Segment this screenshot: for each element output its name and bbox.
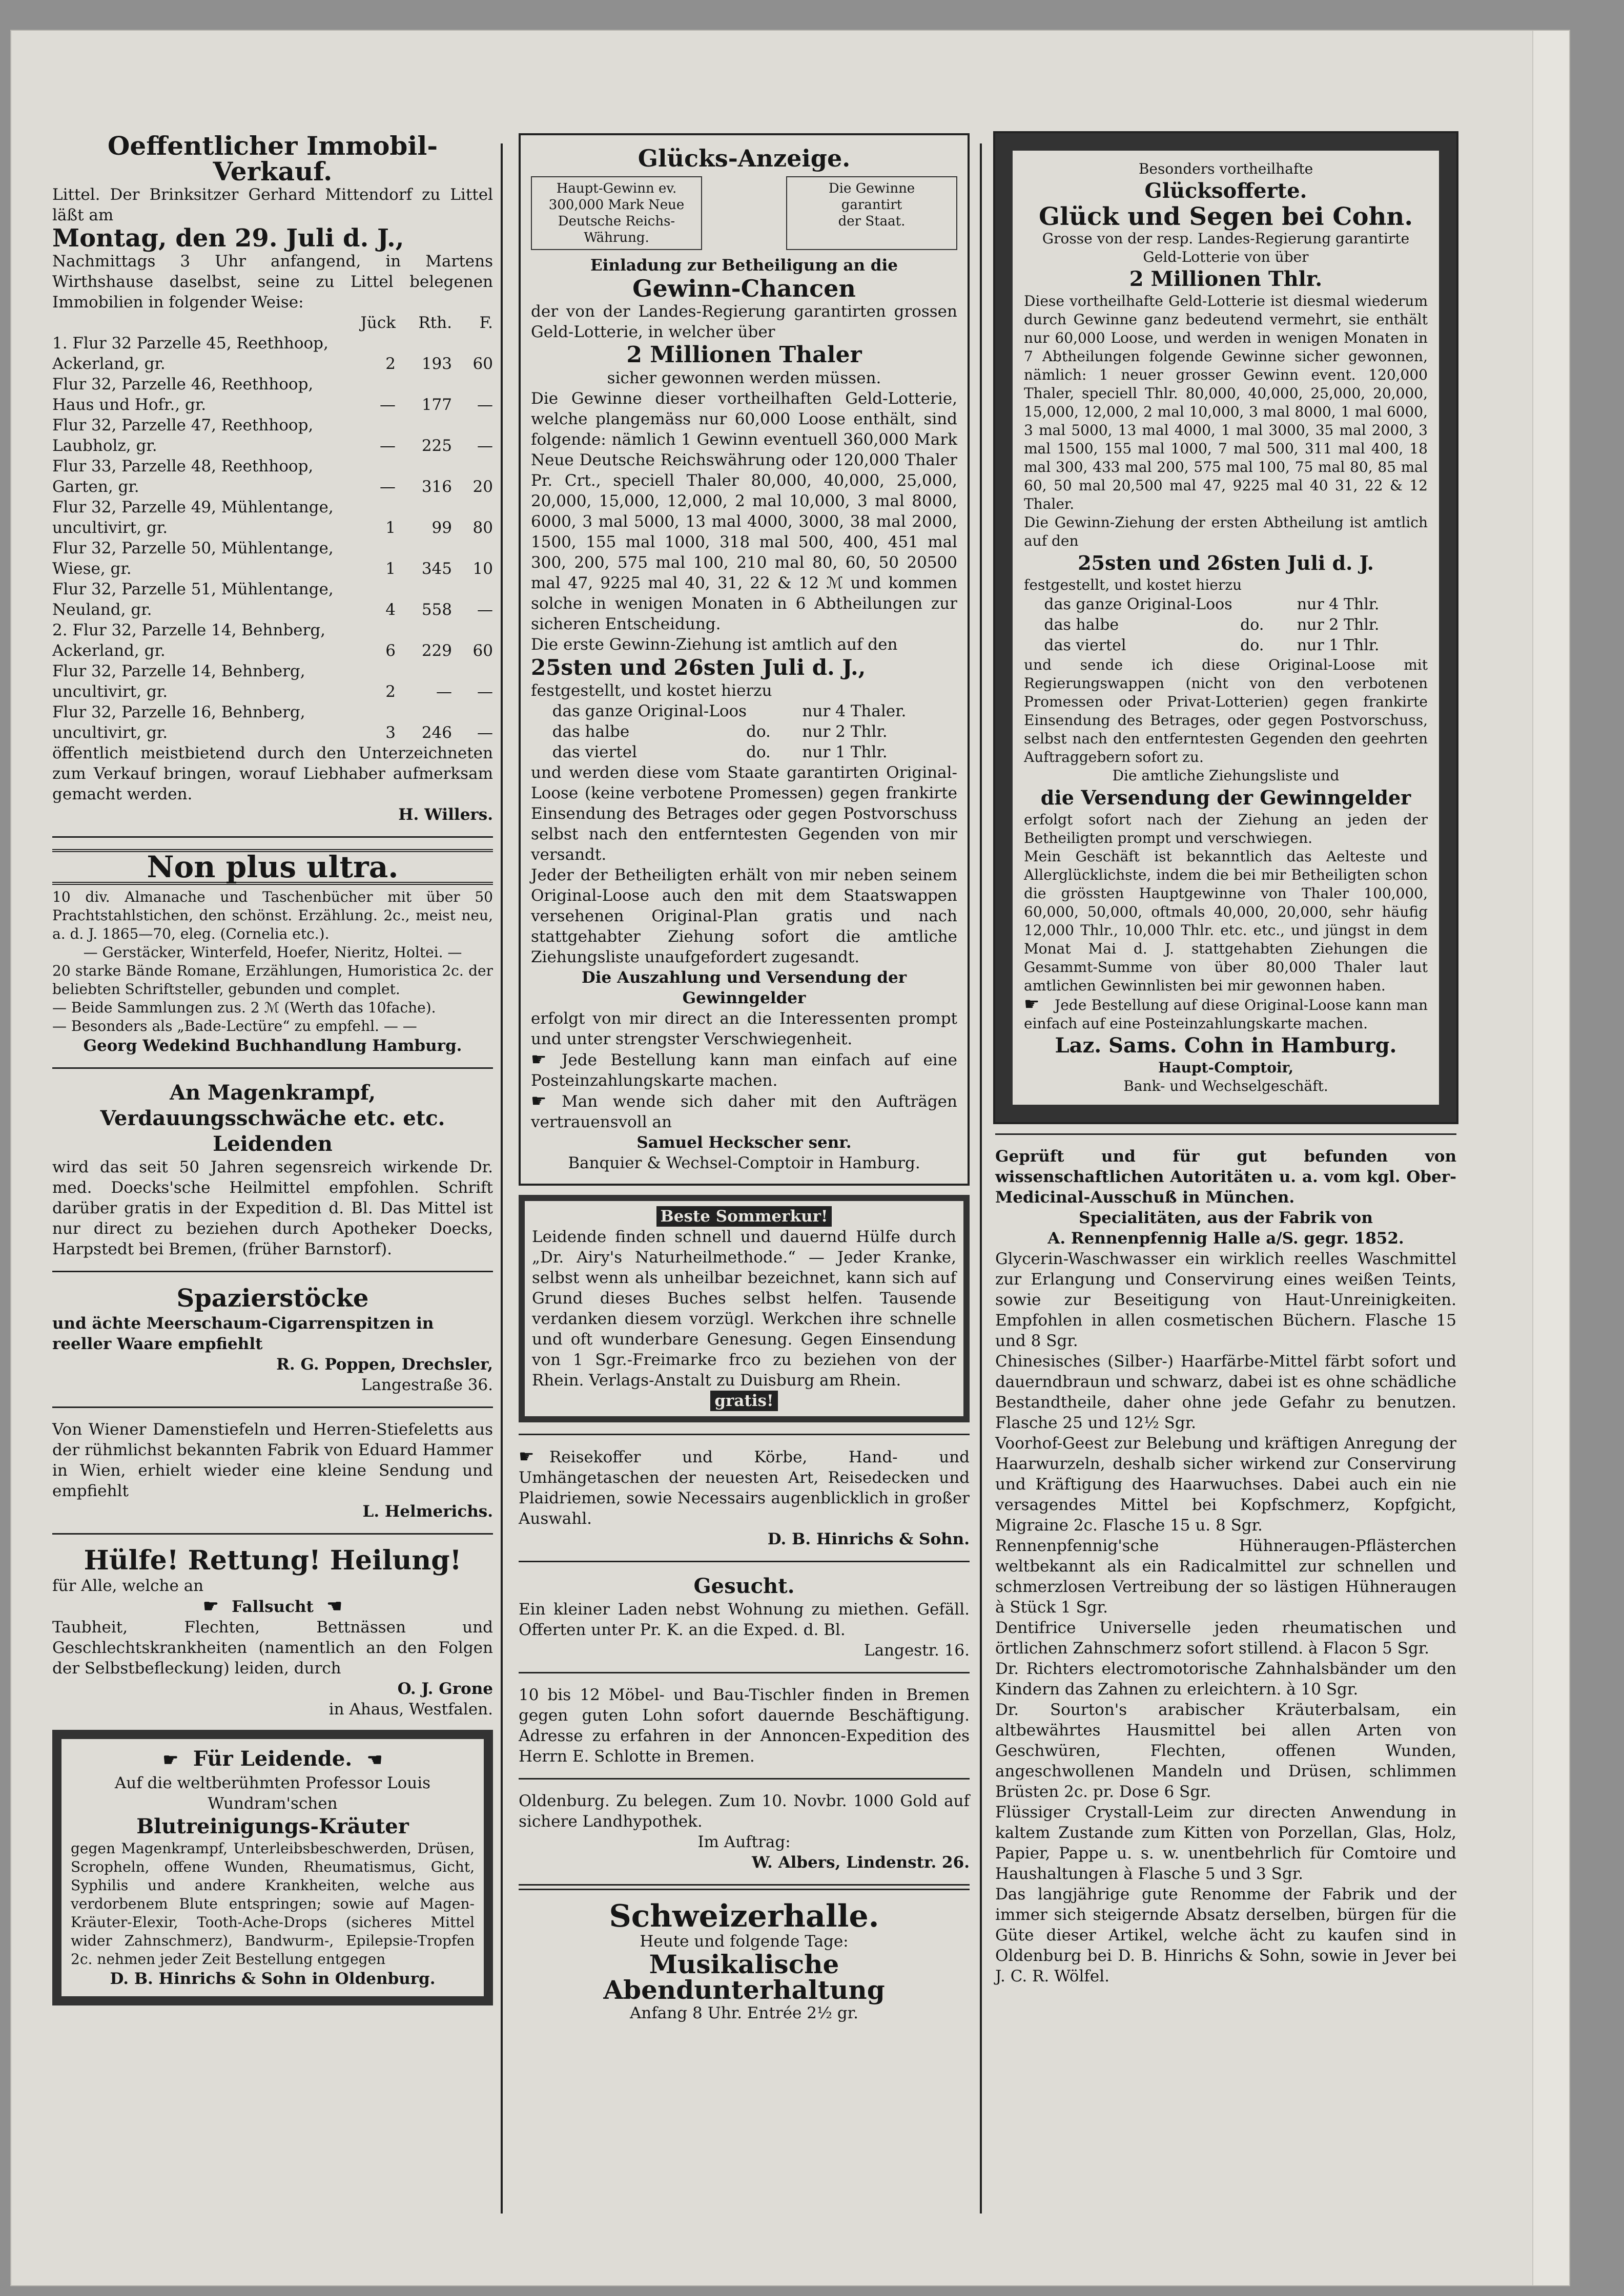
ad-foot (532, 1391, 956, 1411)
table-row (552, 742, 936, 762)
ad-text (1024, 995, 1428, 1033)
ad-wiener-stiefel (52, 1419, 493, 1522)
table-row (52, 661, 493, 702)
ad-text: Nachmittags 3 Uhr anfangend, in Martens Wirthshause daselbst, seine zu Littel belegenen Immobilien in folgender Weise: (52, 252, 493, 312)
ad-text: und ächte Meerschaum-Cigarrenspitzen in reeller Waare empfiehlt (52, 1314, 434, 1353)
ad-text: Die Auszahlung und Versendung der Gewinngelder (581, 968, 907, 1007)
cell: 558 (421, 601, 452, 619)
cell: Flur 32, Parzelle 50, Mühlentange, Wiese, gr. (52, 539, 334, 578)
table-row (52, 538, 493, 579)
ad-text: Die amtliche Ziehungsliste und (1112, 767, 1340, 784)
cell: nur 2 Thlr. (802, 722, 888, 741)
ad-highlight: Gewinn-Chancen (632, 275, 856, 302)
ad-reisekoffer (519, 1446, 970, 1549)
cell: das ganze Original-Loos (1044, 595, 1232, 613)
ad-text: — Gerstäcker, Winterfeld, Hoefer, Nieritz, Holtei. — (83, 944, 462, 961)
ad-text: gegen Magenkrampf, Unterleibsbeschwerden, Drüsen, Scropheln, offene Wunden, Rheumatismus, Gicht, Syphilis und andere Krankheiten, welche aus verdorbenem Blute entspringen; sowie auf Magen-Kräuter-Elexir, Tooth-Ache-Drops (sicheres Mittel wider Zahnschmerz), Bandwurm-, Epilepsie-Tropfen 2c. nehmen jeder Zeit Bestellung entgegen (71, 1840, 475, 1968)
divider (519, 1672, 970, 1673)
divider (52, 1533, 493, 1535)
ad-address: Langestr. 16. (864, 1641, 970, 1660)
cell: 246 (421, 723, 452, 742)
table-row (552, 721, 936, 742)
ad-highlight: 2 Millionen Thaler (626, 342, 862, 368)
ad-text: Das langjährige gute Renomme der Fabrik und der immer sich steigernde Absatz derselben, bürgen für die Güte dieser Artikel, welche ächt zu kaufen sind in Oldenburg bei D. B. Hinrichs & Sohn, sowie in Jever bei J. C. R. Wölfel. (995, 1885, 1456, 1985)
col-header: Rth. (418, 314, 452, 332)
cell: 3 (385, 723, 396, 742)
box-line: garantirt (841, 197, 902, 213)
ad-text: Specialitäten, aus der Fabrik von (1079, 1209, 1373, 1227)
box-line: Die Gewinne (828, 181, 915, 196)
cell: nur 4 Thaler. (802, 702, 907, 720)
ad-text: Die Gewinn-Ziehung der ersten Abtheilung ist amtlich auf den (1024, 514, 1428, 549)
pointing-hand-right-icon: ☛ (203, 1596, 219, 1617)
ad-highlight: Musikalische Abendunterhaltung (603, 1949, 885, 2005)
ad-title: Hülfe! Rettung! Heilung! (84, 1545, 462, 1576)
ad-text: Dr. Richters electromotorische Zahnhalsbänder um den Kindern das Zahnen zu erleichtern. à 10 Sgr. (995, 1660, 1456, 1699)
ad-signature: D. B. Hinrichs & Sohn. (767, 1530, 970, 1548)
ad-text: Oldenburg. Zu belegen. Zum 10. Novbr. 1000 Gold auf sichere Landhypothek. (519, 1792, 970, 1831)
pointing-hand-right-icon: ☛ (162, 1750, 179, 1770)
ad-text: Chinesisches (Silber-) Haarfärbe-Mittel färbt sofort und dauerndbraun und schwarz, dabei ist es ohne schädliche Bestandtheile, daher ohne jede Gefahr zu benutzen. Flasche 25 und 12½ Sgr. (995, 1352, 1456, 1432)
ad-text: erfolgt sofort nach der Ziehung an jeden der Betheiligten prompt und verschwiegen. (1024, 811, 1428, 846)
divider (519, 1434, 970, 1435)
ad-signature: Laz. Sams. Cohn in Hamburg. (1055, 1033, 1397, 1058)
divider (52, 1271, 493, 1272)
ad-text: A. Rennenpfennig Halle a/S. gegr. 1852. (1047, 1229, 1404, 1248)
cell: Flur 32, Parzelle 14, Behnberg, uncultivirt, gr. (52, 662, 305, 701)
ad-signature: H. Willers. (398, 805, 493, 824)
ad-signature-sub: Haupt-Comptoir, (1158, 1059, 1293, 1076)
ad-non-plus-ultra (52, 849, 493, 1056)
ad-spazierstoecke (52, 1284, 493, 1395)
cell: — (380, 396, 396, 414)
cell: — (436, 682, 452, 701)
ad-text: Taubheit, Flechten, Bettnässen und Geschlechtskrankheiten (namentlich an den Folgen der Selbstbefleckung) leiden, durch (52, 1618, 493, 1678)
ad-text: Anfang 8 Uhr. Entrée 2½ gr. (630, 2004, 858, 2022)
cell: 2. Flur 32, Parzelle 14, Behnberg, Ackerland, gr. (52, 621, 326, 660)
cell: nur 1 Thlr. (1297, 636, 1380, 654)
ad-text: Diese vortheilhafte Geld-Lotterie ist diesmal wiederum durch Gewinne ganz bedeutend vermehrt, sie enthält nur 60,000 Loose, und werden in wenigen Monaten in 7 Abtheilungen folgende Gewinne sicher gewonnen, nämlich: 1 neuer grosser Gewinn event. 120,000 Thaler, speciell Thlr. 80,000, 40,000, 25,000, 20,000, 15,000, 12,000, 2 mal 10,000, 3 mal 8000, 1 mal 6000, 3 mal 5000, 13 mal 4000, 1 mal 3000, 35 mal 2000, 3 mal 1500, 155 mal 1000, 7 mal 500, 311 mal 400, 18 mal 300, 433 mal 200, 575 mal 100, 75 mal 80, 85 mal 60, 50 mal 20,500 mal 47, 9225 mal 40 31, 22 & 12 Thaler. (1024, 293, 1428, 512)
cell: 316 (421, 478, 452, 496)
cell: 80 (472, 519, 493, 537)
table-row (52, 620, 493, 661)
ad-title-text: Für Leidende. (193, 1747, 353, 1771)
cell: do. (746, 743, 771, 761)
ad-foot-text: gratis! (710, 1391, 777, 1411)
ad-text: der von der Landes-Regierung garantirten grossen Geld-Lotterie, in welcher über (531, 302, 957, 341)
ad-date: Montag, den 29. Juli d. J., (52, 224, 404, 253)
cell: do. (746, 722, 771, 741)
cell: — (477, 396, 493, 414)
ad-text: öffentlich meistbietend durch den Unterzeichneten zum Verkauf bringen, worauf Liebhaber aufmerksam gemacht werden. (52, 744, 493, 803)
ad-title: Glücks-Anzeige. (638, 144, 851, 172)
cell: Flur 32, Parzelle 51, Mühlentange, Neuland, gr. (52, 580, 334, 619)
cell: das viertel (1044, 636, 1126, 654)
ad-title: Spazierstöcke (176, 1284, 369, 1313)
ad-text: Voorhof-Geest zur Belebung und kräftigen Anregung der Haarwurzeln, deshalb sicher wirkend zur Conservirung und Kräftigung des Haarwuchses. Dabei auch ein nie versagendes Mittel bei Kopfschmerz, Kopfgicht, Migraine 2c. Flasche 15 u. 8 Sgr. (995, 1434, 1456, 1535)
price-table (552, 701, 936, 762)
ad-title: Gesucht. (693, 1574, 795, 1598)
cell: Flur 32, Parzelle 16, Behnberg, uncultivirt, gr. (52, 703, 305, 742)
cell: 60 (472, 642, 493, 660)
cell: do. (1240, 616, 1264, 634)
ad-highlight: Blutreinigungs-Kräuter (136, 1814, 409, 1838)
cell: das ganze Original-Loos (552, 702, 747, 720)
ad-title (71, 1746, 475, 1773)
ad-text (52, 1596, 493, 1617)
cell: 6 (385, 642, 396, 660)
divider (995, 1133, 1456, 1135)
ad-text-inline: Man wende sich daher mit den Aufträgen vertrauensvoll an (531, 1092, 957, 1131)
cell: 4 (385, 601, 396, 619)
table-row (52, 374, 493, 415)
ad-text: Dr. Sourton's arabischer Kräuterbalsam, ein altbewährtes Hausmittel bei allen Arten von Geschwüren, Flechten, offenen Wunden, angeschwollenen Mandeln und Drüsen, schlimmen Brüsten 2c. pr. Dose 6 Sgr. (995, 1701, 1456, 1801)
cell: das halbe (1044, 616, 1119, 634)
cell: 2 (385, 682, 396, 701)
ad-text: Geprüft und für gut befunden von wissenschaftlichen Autoritäten u. a. vom kgl. Ober-Medicinal-Ausschuß in München. (995, 1147, 1456, 1207)
ad-signature: R. G. Poppen, Drechsler, (276, 1355, 493, 1374)
table-header (52, 313, 493, 333)
ad-text: Die Gewinne dieser vortheilhaften Geld-Lotterie, welche plangemäss nur 60,000 Loose enthält, sind folgende: nämlich 1 Gewinn eventuell 360,000 Mark Neue Deutsche Reichswährung oder 120,000 Thaler Pr. Crt., speciell Thaler 80,000, 40,000, 25,000, 20,000, 15,000, 12,000, 2 mal 10,000, 3 mal 8000, 6000, 3 mal 5000, 13 mal 4000, 3000, 38 mal 2000, 1500, 155 mal 1000, 318 mal 500, 400, 451 mal 300, 200, 575 mal 100, 210 mal 80, 60, 50 20500 mal 47, 9225 mal 40, 31, 22 & 12 ℳ und kommen solche in wenigen Monaten in 6 Abtheilungen zur sicheren Entscheidung. (531, 389, 957, 633)
cell: 177 (421, 396, 452, 414)
ad-text: — Besonders als „Bade-Lectüre“ zu empfehl. — — (52, 1018, 417, 1035)
cell: nur 4 Thlr. (1297, 595, 1380, 613)
column-2 (519, 133, 970, 2023)
ad-highlight: 2 Millionen Thlr. (1129, 267, 1323, 291)
cell: Flur 32, Parzelle 49, Mühlentange, uncultivirt, gr. (52, 498, 334, 537)
divider (52, 836, 493, 838)
table-row (52, 456, 493, 497)
cell: 10 (472, 560, 493, 578)
ad-text: 10 div. Almanache und Taschenbücher mit über 50 Prachtstahlstichen, den schönst. Erzählung. 2c., meist neu, a. d. J. 1865—70, eleg. (Cornelia etc.). (52, 888, 493, 942)
pointing-hand-right-icon: ☛ (1024, 994, 1040, 1015)
ad-text-inline: Jede Bestellung kann man einfach auf eine Posteinzahlungskarte machen. (531, 1051, 957, 1090)
ad-text: Glycerin-Waschwasser ein wirklich reelles Waschmittel zur Erlangung und Conservirung eines weißen Teints, sowie zur Beseitigung von Haut-Unreinigkeiten. Empfohlen in allen cosmetischen Büchern. Flasche 15 und 8 Sgr. (995, 1250, 1456, 1350)
ad-text: Die erste Gewinn-Ziehung ist amtlich auf den (531, 635, 898, 654)
ad-highlight: 25sten und 26sten Juli d. J., (531, 655, 866, 680)
ad-cohn-lotterie (995, 133, 1456, 1122)
ad-sommerkur (519, 1195, 970, 1422)
ad-text: 20 starke Bände Romane, Erzählungen, Humoristica 2c. der beliebten Schriftsteller, gebunden und complet. (52, 962, 493, 998)
ad-text: für Alle, welche an (52, 1577, 204, 1595)
table-row (552, 701, 936, 721)
cell: 1 (385, 519, 396, 537)
cell: — (477, 723, 493, 742)
ad-text: Grosse von der resp. Landes-Regierung garantirte Geld-Lotterie von über (1042, 230, 1410, 265)
cell: — (380, 478, 396, 496)
ad-title: Oeffentlicher Immobil-Verkauf. (107, 131, 438, 187)
table-row (52, 333, 493, 374)
ad-text: erfolgt von mir direct an die Interessenten prompt und unter strengster Verschwiegenheit. (531, 1009, 957, 1048)
ad-address: in Ahaus, Westfalen. (328, 1700, 493, 1719)
ad-highlight: die Versendung der Gewinngelder (1040, 786, 1411, 809)
divider (519, 1778, 970, 1780)
ad-text: festgestellt, und kostet hierzu (531, 681, 772, 700)
table-row (1044, 615, 1407, 635)
ad-signature: W. Albers, Lindenstr. 26. (752, 1853, 970, 1872)
ad-header-boxes (531, 176, 957, 250)
cell: 1 (385, 560, 396, 578)
cell: 345 (421, 560, 452, 578)
ad-text: — Beide Sammlungen zus. 2 ℳ (Werth das 10fache). (52, 999, 436, 1016)
cell: nur 1 Thlr. (802, 743, 888, 761)
cell: 20 (472, 478, 493, 496)
ad-signature: D. B. Hinrichs & Sohn in Oldenburg. (110, 1970, 436, 1988)
ad-signature: O. J. Grone (397, 1680, 493, 1698)
cell: das halbe (552, 722, 630, 741)
ad-text: festgestellt, und kostet hierzu (1024, 576, 1242, 593)
ad-tischler (519, 1685, 970, 1767)
ad-text (519, 1446, 970, 1529)
cell: 2 (385, 355, 396, 373)
ad-address: Langestraße 36. (361, 1376, 493, 1394)
ad-text: Jeder der Betheiligten erhält von mir neben seinem Original-Loose auch den mit dem Staatswappen versehenen Original-Plan gratis und nach stattgehabter Ziehung sofort die amtliche Ziehungsliste unaufgefordert zugesandt. (531, 866, 957, 966)
ad-head-text: Beste Sommerkur! (656, 1206, 832, 1227)
ad-gesucht (519, 1574, 970, 1661)
ad-text: sicher gewonnen werden müssen. (607, 369, 881, 387)
cell: Flur 32, Parzelle 46, Reethhoop, Haus und Hofr., gr. (52, 375, 314, 414)
column-1 (52, 133, 493, 2005)
cell: — (380, 437, 396, 455)
ad-rennenpfennig (995, 1146, 1456, 1987)
ad-oldenburg (519, 1791, 970, 1873)
ad-text-inline: Jede Bestellung auf diese Original-Loose kann man einfach auf eine Posteinzahlungskarte machen. (1024, 997, 1428, 1032)
column-divider-2 (980, 143, 982, 2214)
ad-gluecks-anzeige (519, 133, 970, 1186)
cell: Flur 32, Parzelle 47, Reethhoop, Laubholz, gr. (52, 416, 314, 455)
column-3 (995, 133, 1456, 1987)
cell: Flur 33, Parzelle 48, Reethhoop, Garten, gr. (52, 457, 314, 496)
pointing-hand-right-icon: ☛ (531, 1049, 547, 1070)
ad-signature: Samuel Heckscher senr. (636, 1133, 852, 1152)
ad-title: Glück und Segen bei Cohn. (1038, 202, 1413, 231)
ad-text: Einladung zur Betheiligung an die (590, 256, 898, 275)
ad-text: und werden diese vom Staate garantirten Original-Loose (keine verbotene Promessen) gegen frankirte Einsendung des Betrages oder gegen Postvorschuss selbst nach den entferntesten Gegenden von mir versandt. (531, 763, 957, 864)
ad-title: Non plus ultra. (52, 849, 493, 885)
price-table (1044, 594, 1407, 656)
ad-signature: L. Helmerichs. (362, 1502, 493, 1521)
table-row (52, 415, 493, 456)
parcel-table (52, 313, 493, 743)
pointing-hand-right-icon: ☛ (531, 1091, 547, 1111)
ad-text (531, 1049, 957, 1091)
box-line: der Staat. (838, 214, 906, 229)
ad-magenkrampf (52, 1080, 493, 1259)
ad-text (531, 1091, 957, 1132)
ad-text: Dentifrice Universelle jeden rheumatischen und örtlichen Zahnschmerz sofort stillend. à Flacon 5 Sgr. (995, 1619, 1456, 1658)
ad-signature: Georg Wedekind Buchhandlung Hamburg. (83, 1037, 462, 1055)
table-row (1044, 635, 1407, 656)
ad-signature-sub: Bank- und Wechselgeschäft. (1123, 1078, 1328, 1094)
col-header: F. (479, 314, 493, 332)
table-row (52, 579, 493, 620)
col-header: Jück (360, 314, 396, 332)
ad-text: Littel. Der Brinksitzer Gerhard Mittendorf zu Littel läßt am (52, 185, 493, 224)
ad-text: Mein Geschäft ist bekanntlich das Aelteste und Allerglücklichste, indem die bei mir Betheiligten schon die grössten Hauptgewinne von Thaler 100,000, 60,000, 50,000, oftmals 40,000, 20,000, sehr häufig 12,000 Thlr., 10,000 Thlr. etc. etc., und jüngst in dem Monat Mai d. J. stattgehabten Ziehungen die Gesammt-Summe von über 80,000 Thaler laut amtlichen Gewinnlisten bei mir gewonnen haben. (1024, 848, 1428, 994)
cell: das viertel (552, 743, 637, 761)
page-edge (1532, 31, 1569, 2285)
ad-huelfe (52, 1546, 493, 1720)
cell: 225 (421, 437, 452, 455)
ad-text: und sende ich diese Original-Loose mit Regierungswappen (nicht von den verbotenen Promessen oder Privat-Lotterien) gegen frankirte Einsendung des Betrages, oder gegen Postvorschuss, selbst nach den entferntesten Gegenden den geehrten Auftraggebern sofort zu. (1024, 656, 1428, 766)
divider (519, 1561, 970, 1562)
pointing-hand-right-icon: ☛ (519, 1446, 535, 1467)
column-divider-1 (501, 143, 503, 2214)
ad-text: Besonders vortheilhafte (1138, 160, 1313, 177)
cell: nur 2 Thlr. (1297, 616, 1380, 634)
ad-schweizerhalle (519, 1898, 970, 2023)
cell: — (477, 437, 493, 455)
cell: — (477, 682, 493, 701)
table-row (52, 497, 493, 538)
ad-highlight: 25sten und 26sten Juli d. J. (1078, 551, 1374, 574)
cell: do. (1240, 636, 1264, 654)
pointing-hand-left-icon: ☚ (366, 1750, 383, 1770)
guarantee-box (786, 176, 957, 250)
ad-head (532, 1206, 956, 1227)
cell: 229 (421, 642, 452, 660)
table-row (1044, 594, 1407, 615)
cell: 1. Flur 32 Parzelle 45, Reethhoop, Ackerland, gr. (52, 334, 328, 373)
ad-text: Im Auftrag: (697, 1833, 791, 1851)
ad-immobil-verkauf (52, 133, 493, 825)
pointing-hand-left-icon: ☚ (326, 1596, 342, 1617)
cell: — (477, 601, 493, 619)
ad-fuer-leidende (52, 1730, 493, 2005)
newspaper-page (11, 31, 1569, 2285)
prize-box: Haupt-Gewinn ev. 300,000 Mark Neue Deutsche Reichs-Währung. (531, 176, 702, 250)
ad-text: 10 bis 12 Möbel- und Bau-Tischler finden in Bremen gegen guten Lohn sofort dauernde Beschäftigung. Adresse zu erfahren in der Annoncen-Expedition des Herrn E. Schlotte in Bremen. (519, 1686, 970, 1766)
ad-highlight: Fallsucht (232, 1598, 314, 1616)
divider (52, 1406, 493, 1408)
cell: 60 (472, 355, 493, 373)
ad-text: wird das seit 50 Jahren segensreich wirkende Dr. med. Doecks'sche Heilmittel empfohlen. Schrift darüber gratis in der Expedition d. Bl. Das Mittel ist nur direct zu beziehen durch Apotheker Doecks, Harpstedt bei Bremen, (früher Barnstorf). (52, 1158, 493, 1258)
ad-text-inline: Reisekoffer und Körbe, Hand- und Umhängetaschen der neuesten Art, Reisedecken und Plaidriemen, sowie Necessairs augenblicklich in großer Auswahl. (519, 1448, 970, 1528)
ad-text: Von Wiener Damenstiefeln und Herren-Stiefeletts aus der rühmlichst bekannten Fabrik von Eduard Hammer in Wien, erhielt wieder eine kleine Sendung und empfiehlt (52, 1420, 493, 1500)
table-row (52, 702, 493, 743)
ad-text: Ein kleiner Laden nebst Wohnung zu miethen. Gefäll. Offerten unter Pr. K. an die Exped. d. Bl. (519, 1600, 970, 1639)
cell: 99 (431, 519, 452, 537)
ad-text: Heute und folgende Tage: (640, 1932, 849, 1951)
ad-text: Leidende finden schnell und dauernd Hülfe durch „Dr. Airy's Naturheilmethode.“ — Jeder Kranke, selbst wenn als unheilbar bezeichnet, kann sich auf Grund dieses Buches selbst helfen. Tausende verdanken diesem vorzügl. Werkchen ihre schnelle und oft wunderbare Genesung. Gegen Einsendung von 1 Sgr.-Freimarke frco zu beziehen von der Rhein. Verlags-Anstalt zu Duisburg am Rhein. (532, 1228, 956, 1390)
ad-signature-sub: Banquier & Wechsel-Comptoir in Hamburg. (568, 1154, 920, 1172)
cell: 193 (421, 355, 452, 373)
ad-text: Auf die weltberühmten Professor Louis Wundram'schen (114, 1774, 431, 1813)
ad-text: Flüssiger Crystall-Leim zur directen Anwendung in kaltem Zustande zum Kitten von Porzellan, Glas, Holz, Papier, Pappe u. s. w. unentbehrlich für Comtoire und Haushaltungen à Flasche 5 und 3 Sgr. (995, 1803, 1456, 1883)
divider (519, 1884, 970, 1890)
ad-title: An Magenkrampf, Verdauungsschwäche etc. etc. Leidenden (100, 1081, 445, 1156)
ad-text: Rennenpfennig'sche Hühneraugen-Pflästerchen weltbekannt als ein Radicalmittel zur schnellen und schmerzlosen Vertreibung der so lästigen Hühneraugen à Stück 1 Sgr. (995, 1537, 1456, 1617)
ad-title: Glücksofferte. (1144, 179, 1307, 203)
ad-title: Schweizerhalle. (609, 1898, 879, 1934)
divider (52, 1067, 493, 1069)
